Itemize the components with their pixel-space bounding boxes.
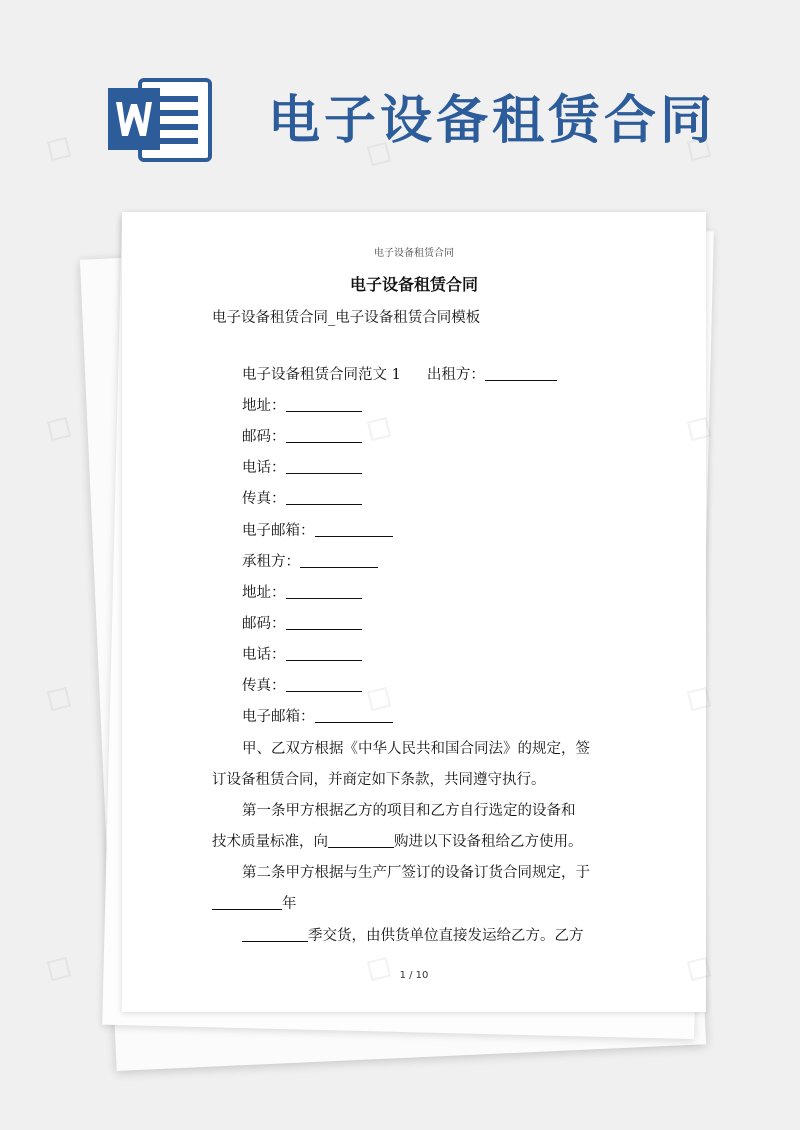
address-label: 地址： — [242, 585, 286, 601]
lessor-label: 出租方： — [426, 367, 485, 383]
document-page — [122, 212, 706, 1012]
word-doc-icon — [104, 74, 216, 164]
phone-blank — [286, 459, 362, 474]
body-line: 订设备租赁合同，并商定如下条款，共同遵守执行。 — [212, 772, 546, 788]
body-line — [242, 927, 584, 945]
postcode-blank — [286, 428, 362, 443]
sample-label: 电子设备租赁合同范文 1 — [242, 367, 401, 383]
fax-blank — [286, 677, 362, 692]
body-line — [242, 366, 557, 384]
clause-text: 季交货，由供货单位直接发运给乙方。乙方 — [308, 928, 584, 944]
postcode-blank — [286, 615, 362, 630]
phone-blank — [286, 646, 362, 661]
lessee-blank — [300, 553, 378, 568]
postcode-label: 邮码： — [242, 429, 286, 445]
body-line — [242, 490, 362, 508]
body-line — [242, 615, 362, 633]
year-label: 年 — [282, 896, 297, 912]
fax-label: 传真： — [242, 678, 286, 694]
body-line — [242, 459, 362, 477]
lessee-label: 承租方： — [242, 554, 300, 570]
email-label: 电子邮箱： — [242, 709, 315, 725]
address-label: 地址： — [242, 398, 286, 414]
address-blank — [286, 584, 362, 599]
body-line — [242, 397, 362, 415]
clause-text: 技术质量标准，向 — [212, 834, 328, 850]
body-line: 第二条甲方根据与生产厂签订的设备订货合同规定，于 — [242, 865, 590, 881]
body-line — [242, 584, 362, 602]
email-blank — [315, 522, 393, 537]
running-head: 电子设备租赁合同 — [374, 248, 454, 259]
document-subtitle: 电子设备租赁合同_电子设备租赁合同模板 — [212, 310, 481, 326]
phone-label: 电话： — [242, 460, 286, 476]
lessor-blank — [485, 366, 557, 381]
body-line — [242, 428, 362, 446]
body-line: 甲、乙双方根据《中华人民共和国合同法》的规定，签 — [242, 741, 590, 757]
body-line — [242, 522, 393, 540]
body-line — [212, 833, 583, 851]
body-line — [242, 646, 362, 664]
fax-blank — [286, 490, 362, 505]
email-blank — [315, 708, 393, 723]
year-blank — [212, 895, 282, 910]
supplier-blank — [328, 833, 394, 848]
quarter-blank — [242, 927, 308, 942]
clause-text: 购进以下设备租给乙方使用。 — [394, 834, 583, 850]
body-line — [242, 553, 378, 571]
document-title: 电子设备租赁合同 — [349, 275, 478, 294]
body-line — [242, 677, 362, 695]
address-blank — [286, 397, 362, 412]
body-line — [212, 895, 297, 913]
phone-label: 电话： — [242, 647, 286, 663]
banner-title: 电子设备租赁合同 — [268, 91, 717, 151]
postcode-label: 邮码： — [242, 616, 286, 632]
body-line: 第一条甲方根据乙方的项目和乙方自行选定的设备和 — [242, 803, 576, 819]
body-line — [242, 708, 393, 726]
page-number: 1 / 10 — [399, 970, 429, 981]
fax-label: 传真： — [242, 491, 286, 507]
email-label: 电子邮箱： — [242, 523, 315, 539]
